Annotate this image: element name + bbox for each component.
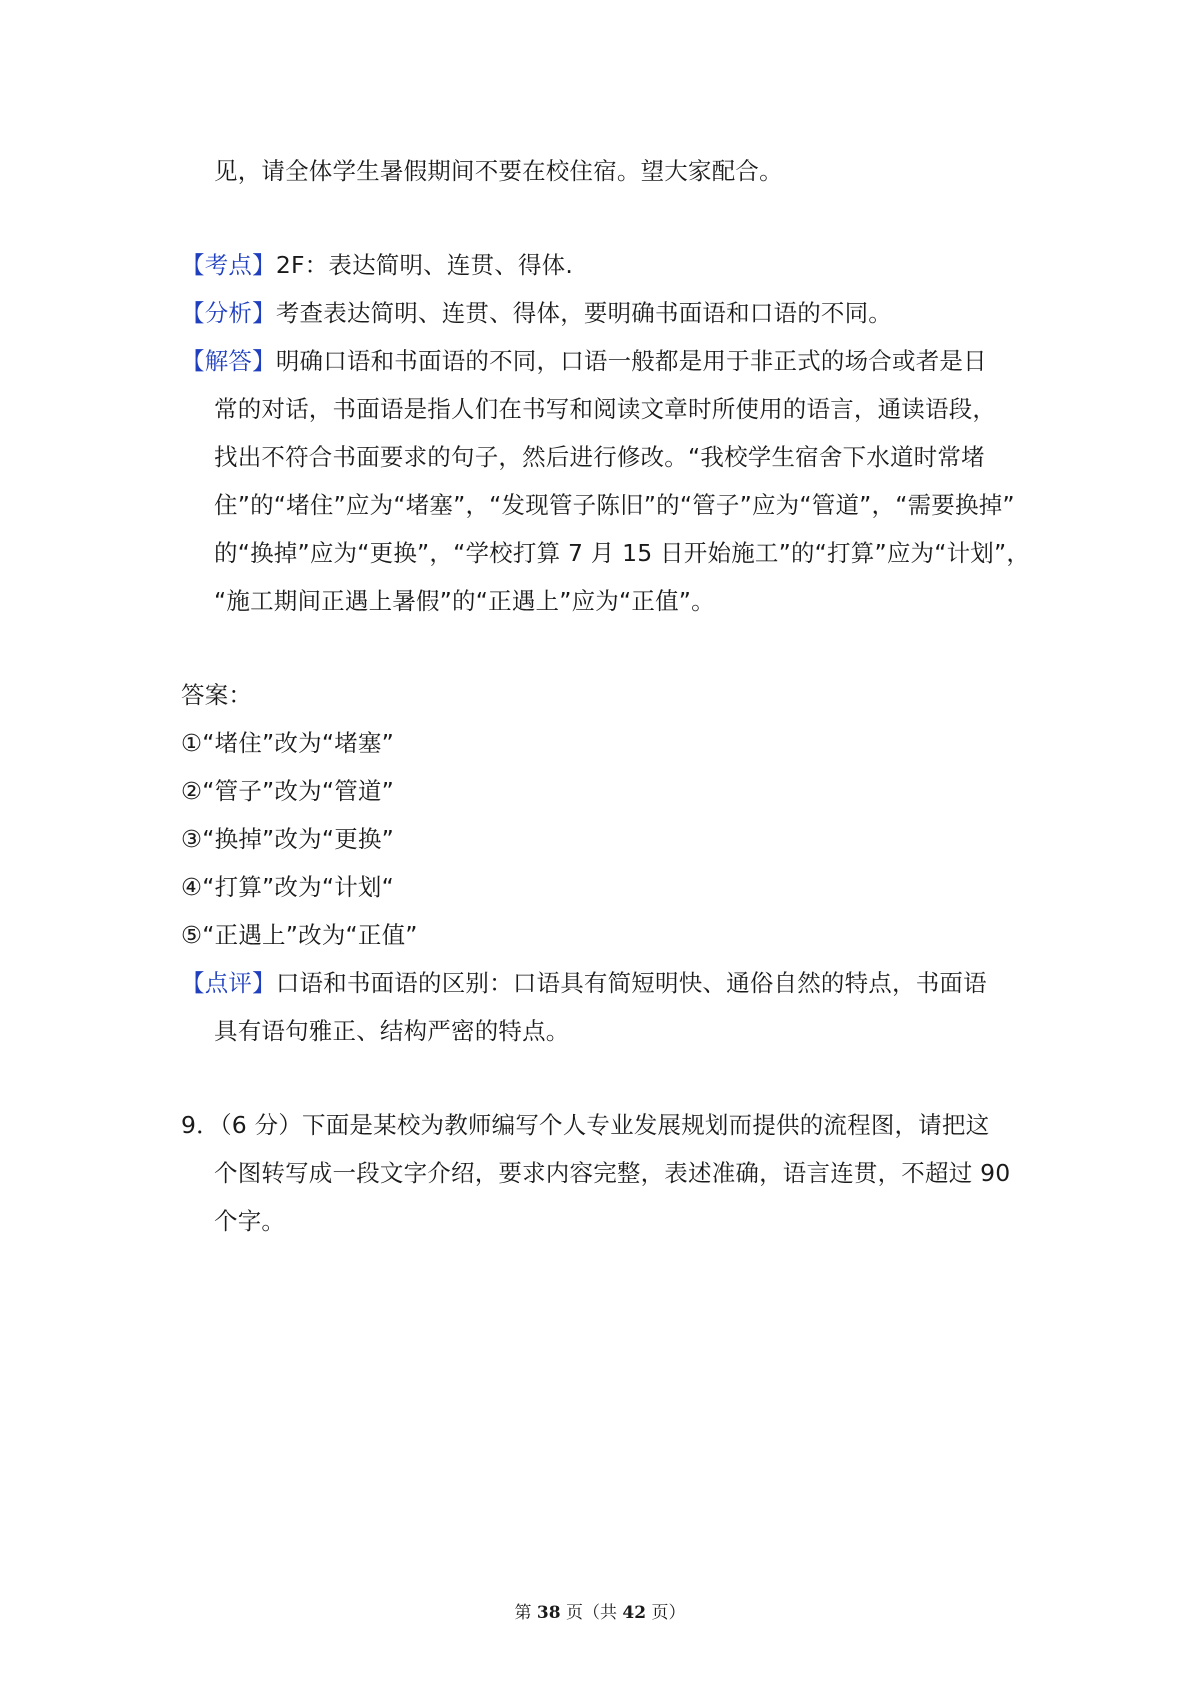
kaodian-row xyxy=(181,248,573,282)
dianping-label: 【点评】 xyxy=(181,969,276,997)
jieda-text-line: 的“换掉”应为“更换”，“学校打算 7 月 15 日开始施工”的“打算”应为“计划”， xyxy=(214,539,1031,567)
fenxi-row xyxy=(181,296,892,330)
dianping-text-line: 具有语句雅正、结构严密的特点。 xyxy=(214,1017,570,1045)
answer-item: ⑤“正遇上”改为“正值” xyxy=(181,921,418,949)
jieda-text-line: 找出不符合书面要求的句子，然后进行修改。“我校学生宿舍下水道时常堵 xyxy=(214,443,985,471)
footer-total-pages: 42 xyxy=(622,1603,647,1623)
question-9-line: 个字。 xyxy=(214,1207,286,1235)
footer-page-number: 38 xyxy=(536,1603,561,1623)
dianping-row xyxy=(181,966,987,1000)
page-footer xyxy=(0,1598,1200,1623)
jieda-label: 【解答】 xyxy=(181,347,276,375)
footer-suffix: 页） xyxy=(646,1603,686,1623)
jieda-text-line: “施工期间正遇上暑假”的“正遇上”应为“正值”。 xyxy=(214,587,715,615)
answer-heading: 答案： xyxy=(181,681,253,709)
footer-middle: 页（共 xyxy=(560,1603,623,1623)
dianping-text-line: 口语和书面语的区别：口语具有简短明快、通俗自然的特点，书面语 xyxy=(275,969,987,997)
jieda-text-line: 住”的“堵住”应为“堵塞”，“发现管子陈旧”的“管子”应为“管道”，“需要换掉” xyxy=(214,491,1015,519)
jieda-text-line: 常的对话，书面语是指人们在书写和阅读文章时所使用的语言，通读语段， xyxy=(214,395,997,423)
kaodian-label: 【考点】 xyxy=(181,251,276,279)
continuation-line: 见，请全体学生暑假期间不要在校住宿。望大家配合。 xyxy=(214,157,783,185)
jieda-text-line: 明确口语和书面语的不同，口语一般都是用于非正式的场合或者是日 xyxy=(275,347,987,375)
answer-item: ③“换掉”改为“更换” xyxy=(181,825,394,853)
question-9-line: 9．（6 分）下面是某校为教师编写个人专业发展规划而提供的流程图，请把这 xyxy=(181,1111,990,1139)
answer-item: ①“堵住”改为“堵塞” xyxy=(181,729,394,757)
answer-item: ④“打算”改为“计划“ xyxy=(181,873,394,901)
kaodian-text: 2F：表达简明、连贯、得体. xyxy=(275,251,574,279)
jieda-row xyxy=(181,344,987,378)
answer-item: ②“管子”改为“管道” xyxy=(181,777,394,805)
footer-prefix: 第 xyxy=(514,1603,537,1623)
fenxi-label: 【分析】 xyxy=(181,299,276,327)
fenxi-text: 考查表达简明、连贯、得体，要明确书面语和口语的不同。 xyxy=(275,299,893,327)
question-9-line: 个图转写成一段文字介绍，要求内容完整，表述准确，语言连贯，不超过 90 xyxy=(214,1159,1011,1187)
